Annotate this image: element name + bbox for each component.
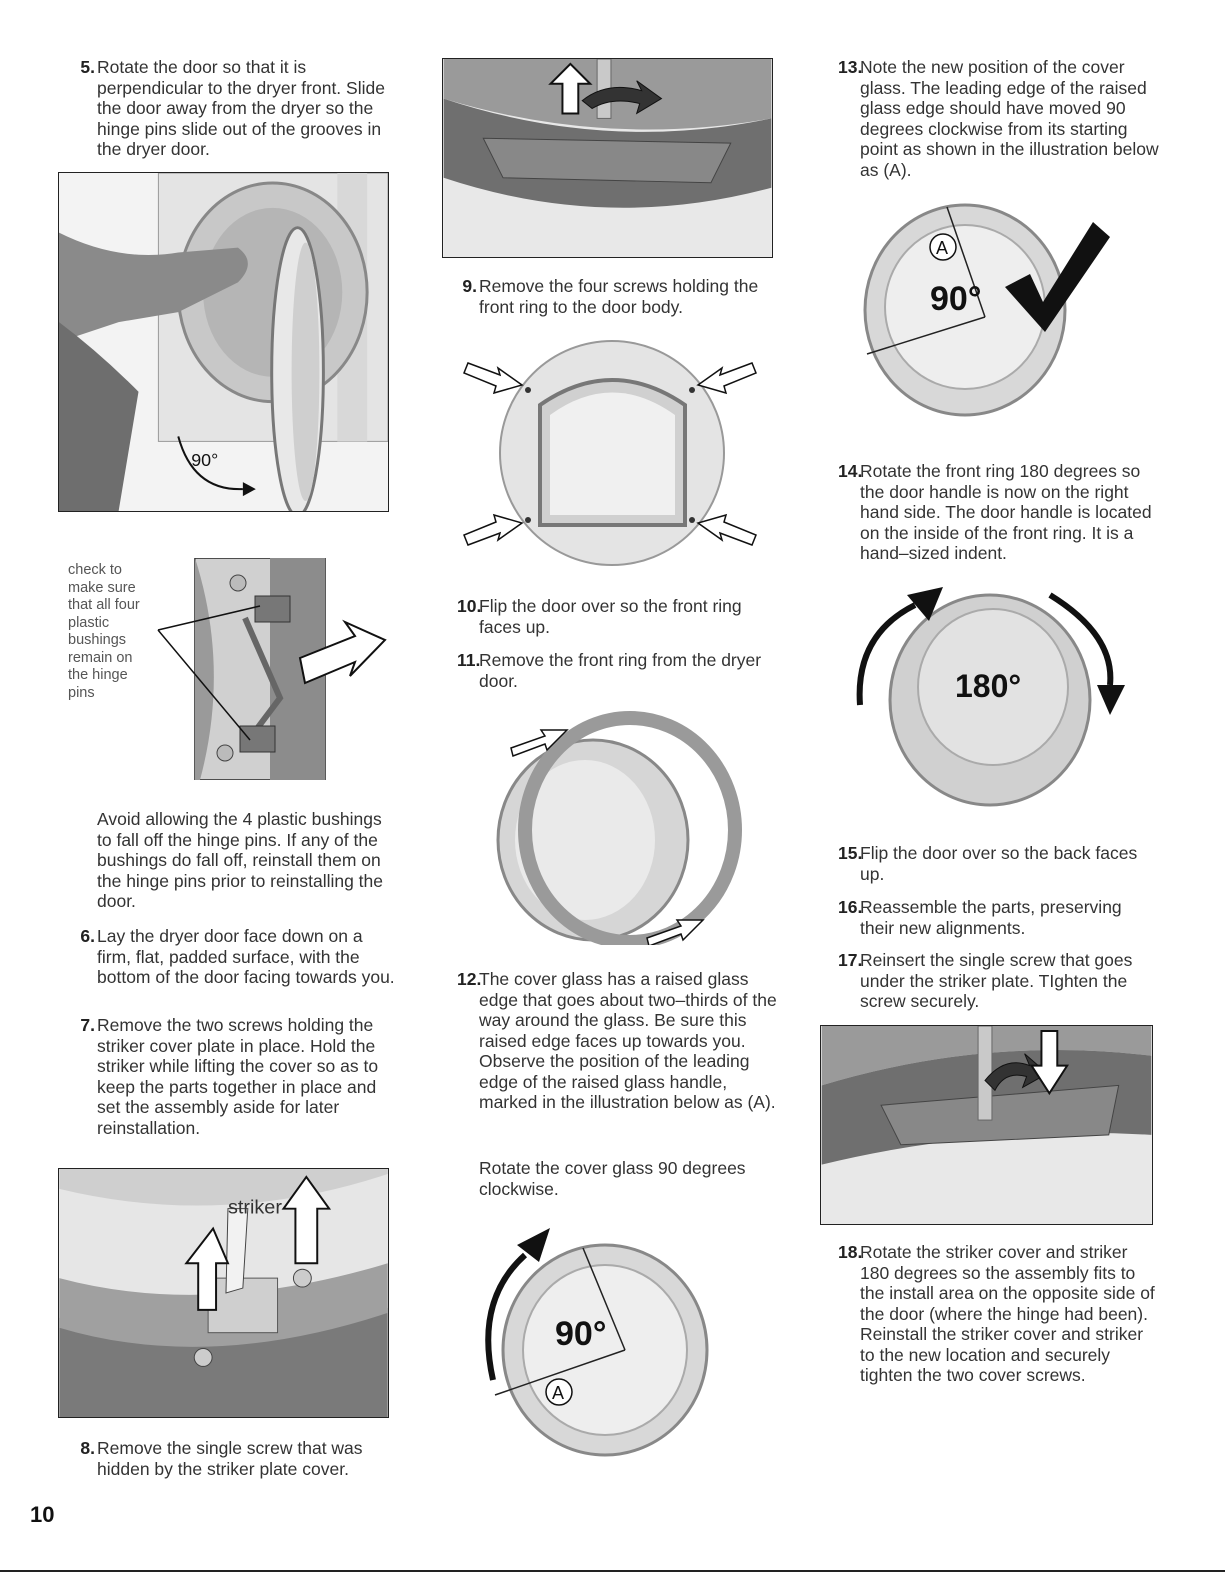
rotate-glass-note: Rotate the cover glass 90 degrees clockwise. — [479, 1158, 746, 1199]
step-9 — [462, 276, 779, 317]
step-10 — [457, 596, 779, 637]
step-8 — [80, 1438, 397, 1479]
front-ring-rotation-figure — [835, 575, 1155, 810]
step-text: Remove the front ring from the dryer door. — [479, 650, 762, 691]
step-text: Flip the door over so the back faces up. — [860, 843, 1138, 884]
angle-label: 180° — [955, 668, 1022, 704]
step-text: The cover glass has a raised glass edge that goes about two–thirds of the way around the glass. Be sure this raised edge faces up towards you. Observe the position of the leading edge of the raised glass handle, marked in the illustration below as (A). — [479, 969, 777, 1112]
step-15 — [838, 843, 1160, 884]
step-11 — [457, 650, 779, 691]
step-text: Note the new position of the cover glass. The leading edge of the raised glass edge should have moved 90 degrees clockwise from its starting point as shown in the illustration below as (A). — [860, 57, 1159, 180]
door-rotation-illustration — [59, 173, 388, 511]
step-text: Remove the single screw that was hidden by the striker plate cover. — [97, 1438, 363, 1479]
marker-a-label: A — [936, 238, 949, 258]
new-glass-position-figure — [835, 192, 1155, 432]
step-17 — [838, 950, 1160, 1012]
four-screws-figure — [450, 335, 770, 570]
step-number: 5. — [80, 57, 95, 77]
hinge-bushings-illustration — [150, 558, 390, 780]
step-text: Remove the two screws holding the striker cover plate in place. Hold the striker while lifting the cover so as to keep the parts together in place and set the assembly aside for later reinstallation. — [97, 1015, 379, 1138]
angle-label: 90° — [191, 450, 219, 471]
step-text: Reinsert the single screw that goes under the striker plate. TIghten the screw securely. — [860, 950, 1133, 1011]
step-12 — [457, 969, 779, 1113]
angle-label: 90° — [930, 280, 982, 318]
step-number: 9. — [462, 276, 477, 296]
step-number: 12. — [457, 969, 482, 989]
step-number: 17. — [838, 950, 863, 970]
angle-label: 90° — [555, 1315, 607, 1353]
screw-reinsert-figure — [820, 1025, 1153, 1225]
step-text: Rotate the front ring 180 degrees so the door handle is now on the right hand side. The door handle is located on the inside of the front ring. It is a hand–sized indent. — [860, 461, 1152, 563]
front-ring-rotation-illustration — [835, 575, 1155, 810]
new-glass-position-illustration — [835, 192, 1155, 432]
step-6 — [80, 926, 397, 988]
step-number: 10. — [457, 596, 482, 616]
step-text: Remove the four screws holding the front ring to the door body. — [479, 276, 759, 317]
screw-removal-figure — [442, 58, 773, 258]
step-5 — [80, 57, 397, 160]
step-text: Flip the door over so the front ring faces up. — [479, 596, 742, 637]
page-number: 10 — [30, 1502, 55, 1527]
step-text: Lay the dryer door face down on a firm, flat, padded surface, with the bottom of the door facing towards you. — [97, 926, 395, 987]
step-number: 11. — [457, 650, 481, 670]
hinge-bushings-figure — [150, 558, 390, 780]
step-number: 16. — [838, 897, 863, 917]
step-number: 15. — [838, 843, 863, 863]
step-14 — [838, 461, 1160, 564]
step-number: 14. — [838, 461, 863, 481]
step-7 — [80, 1015, 397, 1138]
step-18 — [838, 1242, 1160, 1386]
step-number: 8. — [80, 1438, 95, 1458]
cover-glass-rotation-figure — [455, 1210, 770, 1460]
screw-removal-illustration — [443, 59, 772, 257]
screw-reinsert-illustration — [821, 1026, 1152, 1224]
bottom-rule — [0, 1570, 1225, 1572]
door-rotation-figure — [58, 172, 389, 512]
step-number: 7. — [80, 1015, 95, 1035]
striker-illustration — [59, 1169, 388, 1417]
front-ring-removal-illustration — [455, 700, 770, 945]
step-number: 18. — [838, 1242, 863, 1262]
step-16 — [838, 897, 1160, 938]
step-text: Rotate the door so that it is perpendicular to the dryer front. Slide the door away from the dryer so the hinge pins slide out of the grooves in the dryer door. — [97, 57, 385, 159]
cover-glass-rotation-illustration — [455, 1210, 770, 1460]
step-text: Rotate the striker cover and striker 180 degrees so the assembly fits to the install area on the opposite side of the door (where the hinge had been). Reinstall the striker cover and striker to the new location and securely tighten the two cover screws. — [860, 1242, 1155, 1385]
striker-figure — [58, 1168, 389, 1418]
four-screws-illustration — [450, 335, 770, 570]
striker-label: striker — [227, 1196, 282, 1219]
step-text: Reassemble the parts, preserving their new alignments. — [860, 897, 1122, 938]
avoid-note: Avoid allowing the 4 plastic bushings to fall off the hinge pins. If any of the bushings do fall off, reinstall them on the hinge pins prior to reinstalling the door. — [97, 809, 384, 911]
check-bushings-caption: check to make sure that all four plastic bushings remain on the hinge pins — [68, 562, 140, 701]
front-ring-removal-figure — [455, 700, 770, 945]
step-number: 6. — [80, 926, 95, 946]
step-number: 13. — [838, 57, 863, 77]
marker-a-label: A — [552, 1383, 565, 1403]
step-13 — [838, 57, 1160, 180]
